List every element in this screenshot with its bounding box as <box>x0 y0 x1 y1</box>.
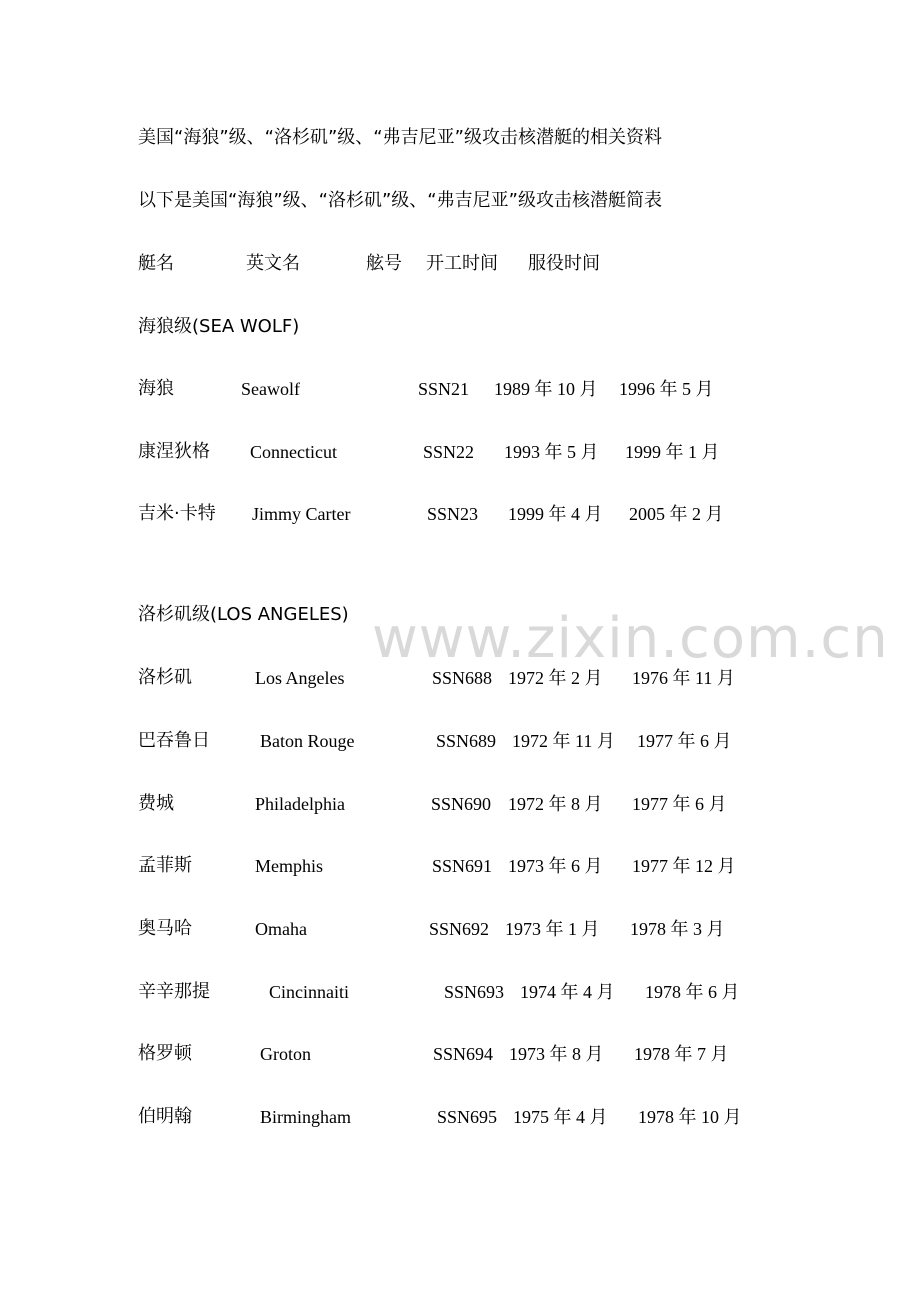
table-row <box>0 377 920 407</box>
header-laid: 开工时间 <box>426 253 498 274</box>
document-title-line <box>0 126 920 156</box>
row-laid: 1972 年 8 月 <box>508 794 603 814</box>
document-subtitle: 以下是美国“海狼”级、“洛杉矶”级、“弗吉尼亚”级攻击核潜艇简表 <box>138 190 662 211</box>
row-hull: SSN688 <box>432 668 493 688</box>
table-header <box>0 252 920 282</box>
row-laid: 1973 年 1 月 <box>505 919 600 939</box>
row-name: 吉米·卡特 <box>138 503 216 524</box>
row-laid: 1973 年 8 月 <box>509 1044 604 1064</box>
table-row <box>0 440 920 470</box>
row-hull: SSN692 <box>429 919 490 939</box>
row-name: 奥马哈 <box>138 918 192 939</box>
table-row <box>0 854 920 884</box>
row-commissioned: 1978 年 3 月 <box>630 919 725 939</box>
row-english: Jimmy Carter <box>252 504 351 524</box>
table-row <box>0 917 920 947</box>
row-name: 伯明翰 <box>138 1106 192 1127</box>
table-row <box>0 792 920 822</box>
row-hull: SSN689 <box>436 731 497 751</box>
row-commissioned: 1977 年 12 月 <box>632 856 736 876</box>
header-english: 英文名 <box>246 253 300 274</box>
row-name: 格罗顿 <box>138 1043 192 1064</box>
row-commissioned: 1996 年 5 月 <box>619 379 714 399</box>
row-hull: SSN21 <box>418 379 470 399</box>
row-english: Cincinnaiti <box>269 982 349 1002</box>
table-row <box>0 729 920 759</box>
row-name: 费城 <box>138 793 174 814</box>
row-commissioned: 1978 年 7 月 <box>634 1044 729 1064</box>
section-heading-seawolf-line <box>0 315 920 345</box>
row-english: Connecticut <box>250 442 337 462</box>
table-row <box>0 1042 920 1072</box>
header-name: 艇名 <box>138 253 174 274</box>
row-english: Baton Rouge <box>260 731 355 751</box>
watermark-text: www.zixin.com.cn <box>372 606 889 671</box>
row-hull: SSN694 <box>433 1044 494 1064</box>
row-english: Groton <box>260 1044 311 1064</box>
row-english: Seawolf <box>241 379 300 399</box>
row-name: 辛辛那提 <box>138 981 210 1002</box>
row-commissioned: 1977 年 6 月 <box>637 731 732 751</box>
row-name: 孟菲斯 <box>138 855 192 876</box>
row-hull: SSN22 <box>423 442 475 462</box>
document-title: 美国“海狼”级、“洛杉矶”级、“弗吉尼亚”级攻击核潜艇的相关资料 <box>138 127 662 148</box>
row-name: 海狼 <box>138 378 174 399</box>
row-laid: 1973 年 6 月 <box>508 856 603 876</box>
document-subtitle-line <box>0 189 920 219</box>
table-row <box>0 502 920 532</box>
row-hull: SSN23 <box>427 504 479 524</box>
row-english: Philadelphia <box>255 794 345 814</box>
row-commissioned: 1999 年 1 月 <box>625 442 720 462</box>
row-hull: SSN695 <box>437 1107 498 1127</box>
row-commissioned: 2005 年 2 月 <box>629 504 724 524</box>
row-laid: 1993 年 5 月 <box>504 442 599 462</box>
row-english: Memphis <box>255 856 324 876</box>
row-laid: 1972 年 11 月 <box>512 731 615 751</box>
row-english: Birmingham <box>260 1107 351 1127</box>
row-name: 洛杉矶 <box>138 667 192 688</box>
row-english: Los Angeles <box>255 668 345 688</box>
row-english: Omaha <box>255 919 307 939</box>
row-hull: SSN691 <box>432 856 493 876</box>
row-laid: 1989 年 10 月 <box>494 379 598 399</box>
header-hull: 舷号 <box>366 253 402 274</box>
row-laid: 1972 年 2 月 <box>508 668 603 688</box>
section-heading-seawolf: 海狼级(SEA WOLF) <box>138 316 300 337</box>
row-commissioned: 1978 年 6 月 <box>645 982 740 1002</box>
row-laid: 1975 年 4 月 <box>513 1107 608 1127</box>
row-laid: 1974 年 4 月 <box>520 982 615 1002</box>
row-name: 康涅狄格 <box>138 441 210 462</box>
row-laid: 1999 年 4 月 <box>508 504 603 524</box>
row-commissioned: 1977 年 6 月 <box>632 794 727 814</box>
row-commissioned: 1976 年 11 月 <box>632 668 735 688</box>
table-row <box>0 980 920 1010</box>
row-hull: SSN693 <box>444 982 505 1002</box>
table-row <box>0 1105 920 1135</box>
row-name: 巴吞鲁日 <box>138 730 210 751</box>
section-heading-los-angeles: 洛杉矶级(LOS ANGELES) <box>138 604 349 625</box>
row-commissioned: 1978 年 10 月 <box>638 1107 742 1127</box>
header-commissioned: 服役时间 <box>528 253 600 274</box>
row-hull: SSN690 <box>431 794 492 814</box>
